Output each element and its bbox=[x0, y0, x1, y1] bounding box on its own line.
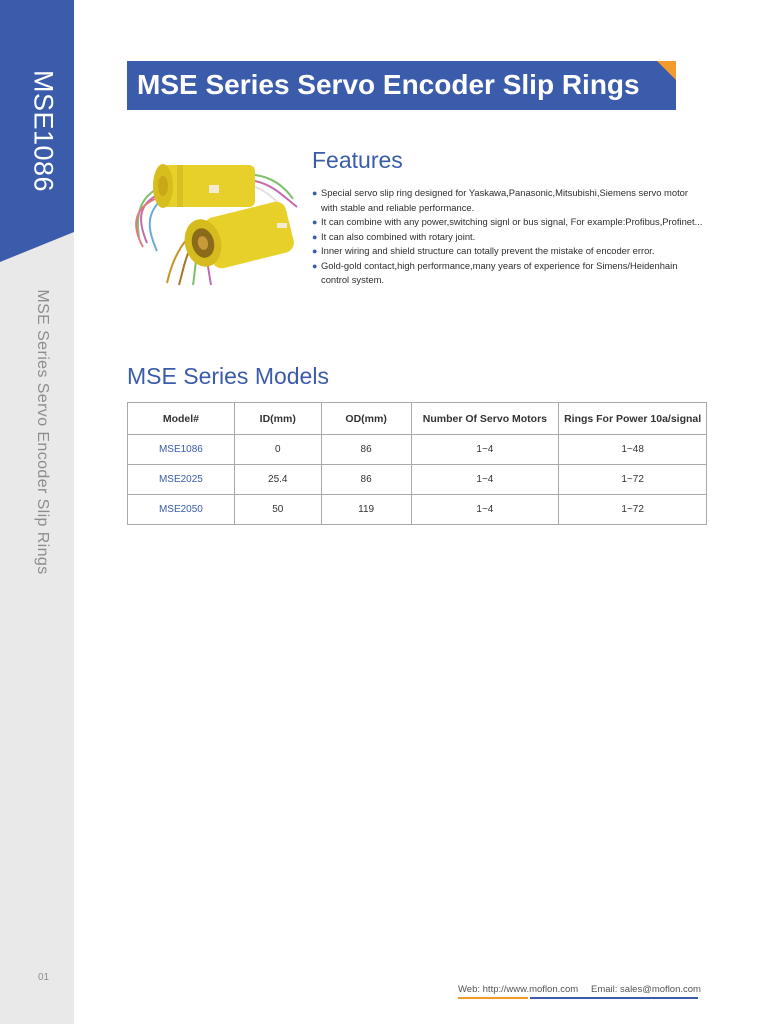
table-cell: 119 bbox=[321, 495, 411, 525]
feature-text: Special servo slip ring designed for Yaskawa,Panasonic,Mitsubishi,Siemens servo motor bbox=[321, 187, 689, 198]
table-cell: 50 bbox=[234, 495, 321, 525]
bullet-dot-icon: ● bbox=[312, 260, 318, 271]
sidebar-series-name: MSE Series Servo Encoder Slip Rings bbox=[34, 289, 51, 575]
footer-blue-underline bbox=[530, 997, 698, 999]
table-header-row bbox=[128, 403, 707, 435]
feature-item bbox=[312, 244, 712, 259]
product-image bbox=[127, 147, 303, 287]
table-cell: 1~4 bbox=[411, 435, 559, 465]
table-cell: 1~4 bbox=[411, 465, 559, 495]
page-title: MSE Series Servo Encoder Slip Rings bbox=[137, 69, 640, 100]
feature-item bbox=[312, 230, 712, 245]
features-heading: Features bbox=[312, 147, 403, 173]
model-link[interactable]: MSE1086 bbox=[128, 435, 235, 465]
feature-text-continued: with stable and reliable performance. bbox=[321, 201, 475, 213]
feature-text: Inner wiring and shield structure can totally prevent the mistake of encoder error. bbox=[321, 245, 655, 256]
feature-item bbox=[312, 259, 712, 288]
models-table bbox=[127, 402, 707, 525]
model-link[interactable]: MSE2025 bbox=[128, 465, 235, 495]
column-header-rings: Rings For Power 10a/signal bbox=[559, 403, 707, 435]
table-cell: 1~72 bbox=[559, 495, 707, 525]
table-cell: 1~72 bbox=[559, 465, 707, 495]
feature-item bbox=[312, 215, 712, 230]
bullet-dot-icon: ● bbox=[312, 217, 318, 227]
title-banner bbox=[127, 61, 676, 110]
bullet-dot-icon: ● bbox=[312, 188, 318, 198]
table-row bbox=[128, 495, 707, 525]
page-number: 01 bbox=[38, 972, 50, 983]
table-cell: 25.4 bbox=[234, 465, 321, 495]
bullet-dot-icon: ● bbox=[312, 246, 318, 256]
table-cell: 0 bbox=[234, 435, 321, 465]
feature-text: It can combine with any power,switching signl or bus signal, For example:Profibus,Profinet... bbox=[321, 216, 703, 227]
footer-web-link[interactable]: Web: http://www.moflon.com bbox=[458, 984, 579, 995]
sidebar-model-code: MSE1086 bbox=[28, 69, 59, 193]
footer-email-link[interactable]: Email: sales@moflon.com bbox=[591, 984, 701, 995]
feature-text: It can also combined with rotary joint. bbox=[321, 230, 476, 242]
table-cell: 86 bbox=[321, 465, 411, 495]
column-header-servo-motors: Number Of Servo Motors bbox=[411, 403, 559, 435]
model-link[interactable]: MSE2050 bbox=[128, 495, 235, 525]
table-cell: 1~48 bbox=[559, 435, 707, 465]
table-row bbox=[128, 465, 707, 495]
column-header-od: OD(mm) bbox=[321, 403, 411, 435]
column-header-id: ID(mm) bbox=[234, 403, 321, 435]
sidebar bbox=[0, 0, 74, 1024]
features-list bbox=[312, 186, 712, 288]
feature-item bbox=[312, 186, 712, 215]
table-cell: 86 bbox=[321, 435, 411, 465]
models-heading: MSE Series Models bbox=[127, 363, 329, 389]
table-row bbox=[128, 435, 707, 465]
table-cell: 1~4 bbox=[411, 495, 559, 525]
feature-text: Gold-gold contact,high performance,many years of experience for Simens/Heidenhain bbox=[321, 259, 678, 271]
column-header-model: Model# bbox=[128, 403, 235, 435]
footer-orange-underline bbox=[458, 997, 528, 999]
bullet-dot-icon: ● bbox=[312, 231, 318, 242]
orange-corner-icon bbox=[657, 61, 676, 80]
feature-text-continued: control system. bbox=[321, 274, 385, 285]
